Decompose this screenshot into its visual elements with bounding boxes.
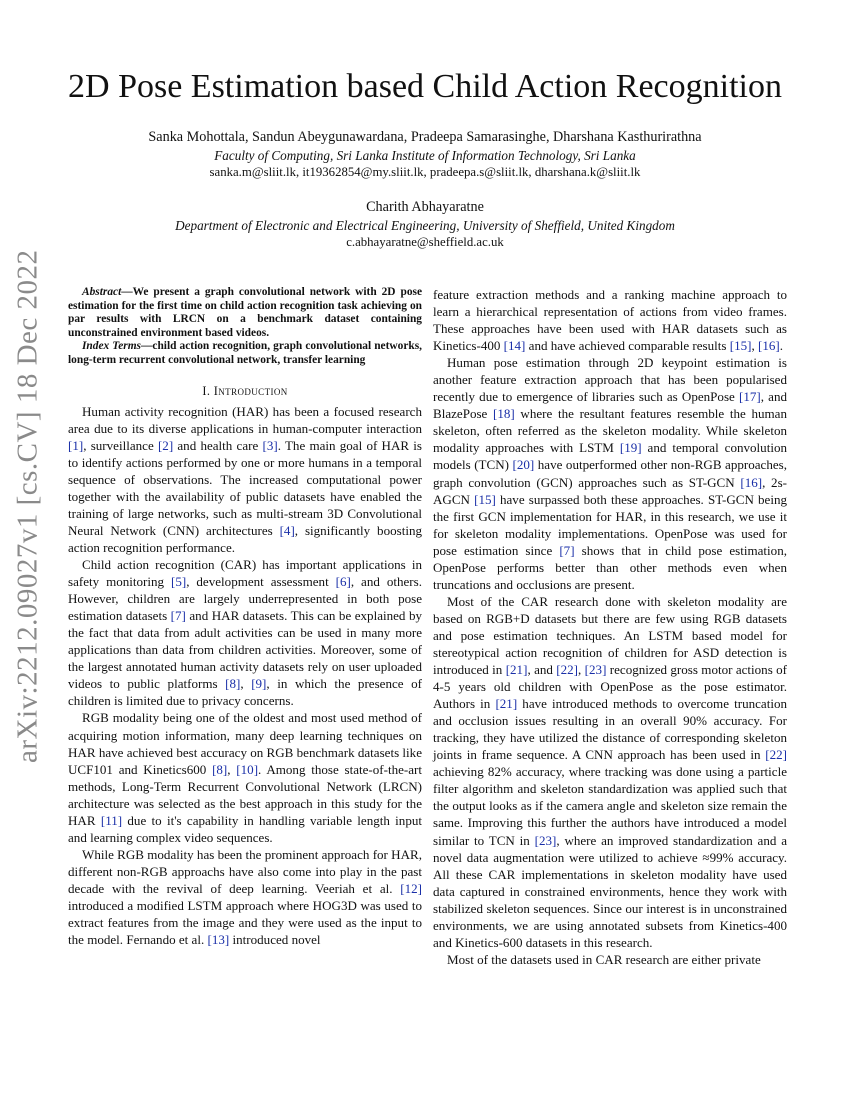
- citation-link[interactable]: [15]: [474, 491, 496, 507]
- citation-link[interactable]: [18]: [493, 406, 515, 422]
- citation-link[interactable]: [7]: [559, 542, 575, 558]
- intro-paragraph-3: RGB modality being one of the oldest and most used method of acquiring motion information, many deep learning techniques on HAR have achieved best accuracy on RGB benchmark datasets like UCF101 and Kinetics600 [8], [10]. Among those state-of-the-art methods, Long-Term Recurrent Convolutional Network (LRCN) architecture was selected as the best approach in this study for the HAR [11] due to it's capability in handling variable length input and learning complex video sequences.: [68, 710, 423, 845]
- citation-link[interactable]: [22]: [765, 747, 787, 763]
- author-list: Sanka Mohottala, Sandun Abeygunawardana, Pradeepa Samarasinghe, Dharshana Kasthurirathna: [148, 129, 702, 145]
- arxiv-identifier-stamp: arXiv:2212.09027v1 [cs.CV] 18 Dec 2022: [11, 249, 44, 763]
- citation-link[interactable]: [23]: [534, 832, 557, 848]
- left-column: [68, 286, 422, 948]
- citation-link[interactable]: [1]: [68, 437, 84, 453]
- citation-link[interactable]: [2]: [157, 437, 174, 453]
- citation-link[interactable]: [21]: [495, 696, 518, 712]
- author-emails: sanka.m@sliit.lk, it19362854@my.sliit.lk, pradeepa.s@sliit.lk, dharshana.k@sliit.lk: [209, 165, 641, 179]
- intro-paragraph-4: While RGB modality has been the prominent approach for HAR, different non-RGB approachs have also come into play in the past decade with the revival of deep learning. Veeriah et al. [12] introduced a modified LSTM approach where HOG3D was used to extract features from the image and they were used as the input to the model. Fernando et al. [13] introduced novel: [68, 846, 422, 948]
- index-terms-label: Index Terms: [82, 340, 141, 353]
- abstract-text: —We present a graph convolutional network with 2D pose estimation for the first time on child action recognition task achieving on par results with LRCN on a benchmark dataset containing unconstrained environment based videos.: [68, 286, 422, 339]
- paper-title: 2D Pose Estimation based Child Action Recognition: [68, 68, 782, 105]
- citation-link[interactable]: [19]: [619, 440, 642, 456]
- citation-link[interactable]: [15]: [729, 338, 752, 354]
- citation-link[interactable]: [8]: [212, 761, 228, 777]
- intro-paragraph-1: Human activity recognition (HAR) has been a focused research area due to its diverse applications in human-computer interaction [1], surveillance [2] and health care [3]. The main goal of HAR is to identify actions performed by one or more humans in a temporal sequence of observations. The increased computational power together with the availability of public datasets have enabled the training of large networks, such as multi-stream 3D Convolutional Neural Network (CNN) architectures [4], significantly boosting action recognition performance.: [68, 403, 422, 555]
- intro-paragraph-2: Child action recognition (CAR) has important applications in safety monitoring [5], development assessment [6], and others. However, children are largely underrepresented in both pose estimation datasets [7] and HAR datasets. This can be explained by the fact that data from adult activities can be used in many more applications than data from children activities. Moreover, some of the largest annotated human activity datasets rely on user uploaded videos to public platforms [8], [9], in which the presence of children is limited due to privacy concerns.: [68, 557, 423, 709]
- citation-link[interactable]: [8]: [225, 676, 241, 692]
- right-paragraph-2: Human pose estimation through 2D keypoint estimation is another feature extraction approach that has been popularised recently due to emergence of libraries such as OpenPose [17], and BlazePose [18] where the resultant features resemble the human skeleton, often referred as the skeleton modality. While skeleton modality approaches with LSTM [19] and temporal convolution models (TCN) [20] have outperformed other non-RGB approaches, graph convolution (GCN) approaches such as ST-GCN [16], 2s-AGCN [15] have surpassed both these approaches. ST-GCN being the first GCN implementation for HAR, in this research, we use it for skeleton modality implementations. OpenPose was used for pose estimation since [7] shows that in child pose estimation, OpenPose performs better than other methods even when truncations and occlusions are present.: [433, 355, 787, 592]
- second-author: Charith Abhayaratne: [366, 199, 484, 215]
- citation-link[interactable]: [16]: [740, 474, 763, 490]
- right-paragraph-3: Most of the CAR research done with skeleton modality are based on RGB+D datasets but there are few using RGB datasets and pose estimation techniques. An LSTM based model for stereotypical action recognition of children for ASD detection is introduced in [21], and [22], [23] recognized gross motor actions of 4-5 years old children with OpenPose as the pose estimator. Authors in [21] have introduced methods to overcome truncation and occlusion issues resulting in an overall 90% accuracy. For tracking, they have utilized the distance of corresponding skeleton joints in frame sequence. A CNN approach has been used in [22] achieving 82% accuracy, where tracking was done using a particle filter algorithm and skeleton standardization was applied such that the output looks as if the camera angle and skeleton size remain the same. Improving this further the authors have introduced a model similar to TCN in [23], where an improved standardization and a novel data augmentation were utilized to achieve ≈99% accuracy. All these CAR implementations in skeleton modality have used data captured in constrained environments, hence they work with stabilized skeleton sequences. Since our interest is in unconstrained environments, we are using annotated subsets from Kinetics-400 and Kinetics-600 datasets in this research.: [433, 593, 788, 950]
- citation-link[interactable]: [7]: [170, 608, 186, 624]
- right-paragraph-4: Most of the datasets used in CAR research are either private: [447, 951, 761, 967]
- citation-link[interactable]: [6]: [335, 574, 351, 590]
- abstract-label: Abstract: [82, 286, 122, 298]
- citation-link[interactable]: [14]: [503, 338, 526, 354]
- citation-link[interactable]: [20]: [512, 457, 535, 473]
- second-author-email: c.abhayaratne@sheffield.ac.uk: [346, 235, 504, 249]
- section-heading-introduction: I. Introduction: [202, 383, 288, 398]
- citation-link[interactable]: [10]: [236, 761, 259, 777]
- affiliation-secondary: Department of Electronic and Electrical Engineering, University of Sheffield, United Kingdom: [175, 218, 675, 233]
- citation-link[interactable]: [9]: [251, 676, 267, 692]
- citation-link[interactable]: [11]: [100, 812, 123, 828]
- citation-link[interactable]: [5]: [171, 574, 187, 590]
- citation-link[interactable]: [17]: [738, 389, 761, 405]
- affiliation-primary: Faculty of Computing, Sri Lanka Institute of Information Technology, Sri Lanka: [214, 148, 636, 163]
- citation-link[interactable]: [22]: [556, 662, 579, 678]
- right-paragraph-1: feature extraction methods and a ranking machine approach to learn a hierarchical representation of actions from video frames. These approaches have been used with HAR datasets such as Kinetics-400 [14] and have achieved comparable results [15], [16].: [433, 287, 787, 354]
- citation-link[interactable]: [13]: [207, 932, 230, 948]
- right-column: [433, 286, 787, 968]
- citation-link[interactable]: [12]: [400, 880, 422, 896]
- citation-link[interactable]: [21]: [505, 662, 528, 678]
- citation-link[interactable]: [3]: [262, 437, 278, 453]
- abstract: [68, 286, 422, 340]
- citation-link[interactable]: [16]: [758, 338, 780, 354]
- index-terms: [68, 340, 422, 367]
- index-terms-text: —child action recognition, graph convolutional networks, long-term recurrent convolutional network, transfer learning: [68, 340, 422, 366]
- citation-link[interactable]: [23]: [584, 662, 607, 678]
- citation-link[interactable]: [4]: [279, 522, 295, 538]
